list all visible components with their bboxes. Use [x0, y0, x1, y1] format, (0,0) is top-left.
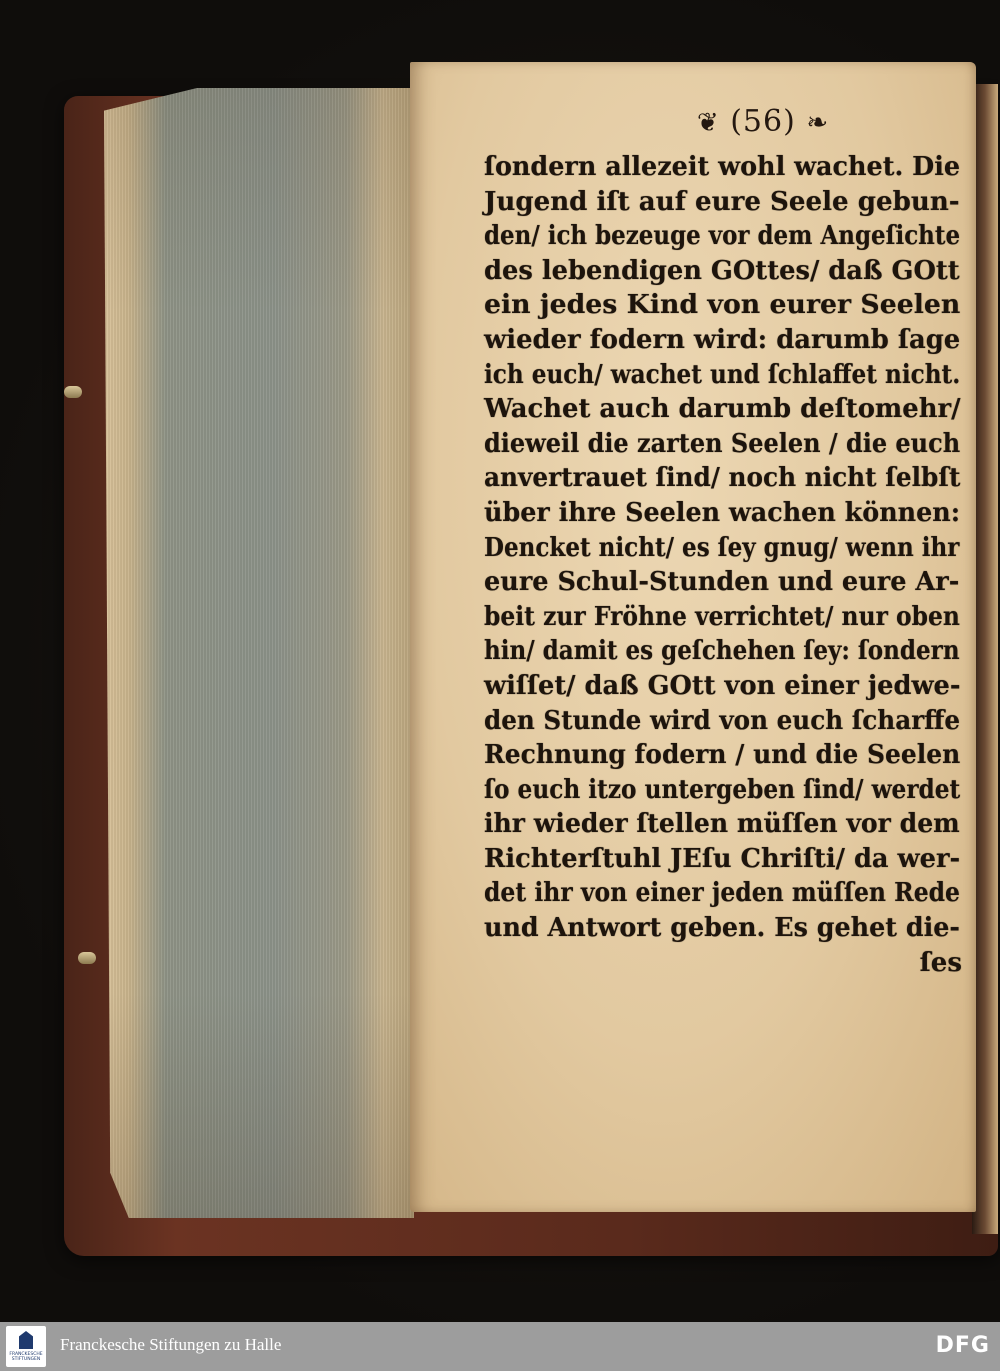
text-line: Jugend iſt auf eure Seele gebun- [484, 186, 960, 217]
text-line: beit zur Fröhne verrichtet/ nur oben [484, 601, 960, 632]
institution-name[interactable]: Franckesche Stiftungen zu Halle [60, 1335, 282, 1354]
text-line: des lebendigen GOttes/ daß GOtt [484, 255, 960, 286]
text-line: ſo euch itzo untergeben ſind/ werdet [484, 774, 961, 805]
catchword: ſes [919, 947, 962, 978]
dfg-logo[interactable]: DFG [935, 1333, 990, 1358]
text-line: wiſſet/ daß GOtt von einer jedwe- [484, 670, 961, 701]
text-line: dieweil die zarten Seelen / die euch [484, 428, 961, 459]
clasp-pin [64, 386, 82, 398]
ornament-right-icon: ❧ [806, 108, 830, 138]
text-line: Dencket nicht/ es ſey gnug/ wenn ihr [484, 532, 960, 563]
text-line: anvertrauet ſind/ noch nicht ſelbſt [484, 463, 961, 494]
text-line: det ihr von einer jeden müſſen Rede [484, 878, 960, 909]
text-line: Richterſtuhl JEſu Chriſti/ da wer- [484, 843, 961, 874]
footer-bar [0, 1322, 1000, 1371]
text-line: eure Schul-Stunden und eure Ar- [484, 567, 960, 598]
text-line: ſondern allezeit wohl wachet. Die [484, 152, 961, 182]
text-line: den/ ich bezeuge vor dem Angeſichte [484, 221, 961, 252]
text-line: Wachet auch darumb deſtomehr/ [484, 394, 961, 425]
text-line: und Antwort geben. Es gehet die- [484, 913, 960, 944]
text-line: ich euch/ wachet und ſchlaffet nicht. [484, 359, 961, 390]
logo-text: FRANCKESCHE STIFTUNGEN [9, 1352, 43, 1362]
text-line: den Stunde wird von euch ſcharffe [484, 705, 961, 736]
text-line: ihr wieder ſtellen müſſen vor dem [484, 809, 960, 840]
text-line: ein jedes Kind von eurer Seelen [484, 290, 961, 321]
logo-emblem-icon [19, 1331, 33, 1349]
text-line: über ihre Seelen wachen können: [484, 497, 961, 528]
page-text [484, 150, 964, 980]
text-line: hin/ damit es geſchehen ſey: ſondern [484, 636, 960, 667]
page-number [668, 104, 858, 139]
clasp-pin [78, 952, 96, 964]
text-line: wieder fodern wird: darumb ſage [484, 324, 961, 355]
text-line: Rechnung fodern / und die Seelen [484, 740, 961, 771]
page-edges [104, 88, 414, 1218]
ornament-left-icon: ❦ [696, 108, 720, 138]
institution-logo[interactable] [6, 1326, 46, 1367]
page-number-text: (56) [730, 104, 796, 139]
